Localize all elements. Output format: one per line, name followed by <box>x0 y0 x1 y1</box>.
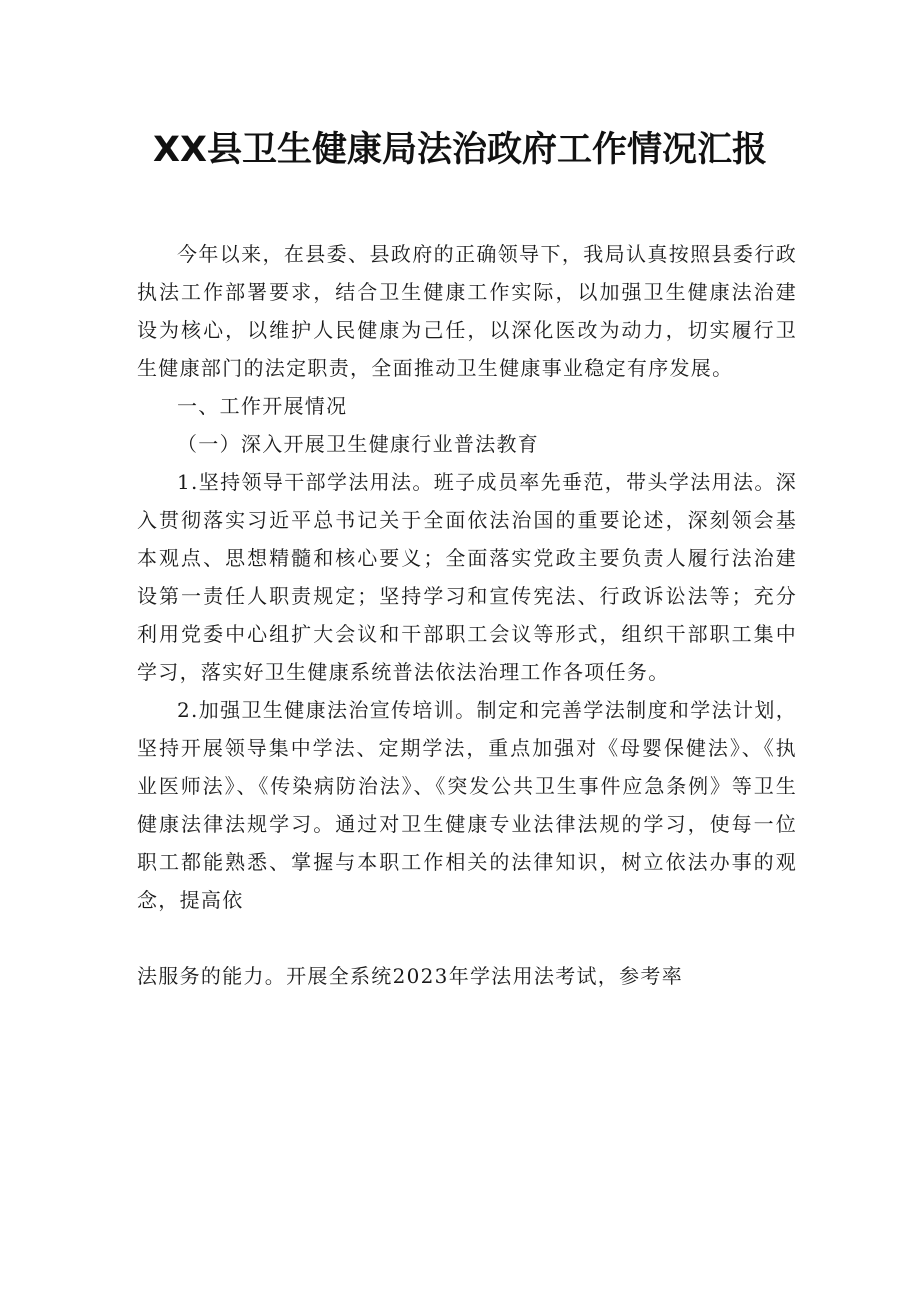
item-1-paragraph: 1.坚持领导干部学法用法。班子成员率先垂范，带头学法用法。深入贯彻落实习近平总书记关于全面依法治国的重要论述，深刻领会基本观点、思想精髓和核心要义；全面落实党政主要负责人履行法治建设第一责任人职责规定；坚持学习和宣传宪法、行政诉讼法等；充分利用党委中心组扩大会议和干部职工会议等形式，组织干部职工集中学习，落实好卫生健康系统普法依法治理工作各项任务。 <box>137 470 797 684</box>
section-heading: 一、工作开展情况 <box>177 394 348 418</box>
document-title: XX县卫生健康局法治政府工作情况汇报 <box>153 130 767 170</box>
subsection-heading: （一）深入开展卫生健康行业普法教育 <box>177 432 540 456</box>
continuation-paragraph: 法服务的能力。开展全系统2023年学法用法考试，参考率 <box>137 964 683 988</box>
item-2-paragraph: 2.加强卫生健康法治宣传培训。制定和完善学法制度和学法计划，坚持开展领导集中学法、定期学法，重点加强对《母婴保健法》、《执业医师法》、《传染病防治法》、《突发公共卫生事件应急条例》等卫生健康法律法规学习。通过对卫生健康专业法律法规的学习，使每一位职工都能熟悉、掌握与本职工作相关的法律知识，树立依法办事的观念，提高依 <box>137 698 797 912</box>
intro-paragraph: 今年以来，在县委、县政府的正确领导下，我局认真按照县委行政执法工作部署要求，结合卫生健康工作实际，以加强卫生健康法治建设为核心，以维护人民健康为己任，以深化医改为动力，切实履行卫生健康部门的法定职责，全面推动卫生健康事业稳定有序发展。 <box>137 242 797 380</box>
document-body <box>137 235 797 995</box>
